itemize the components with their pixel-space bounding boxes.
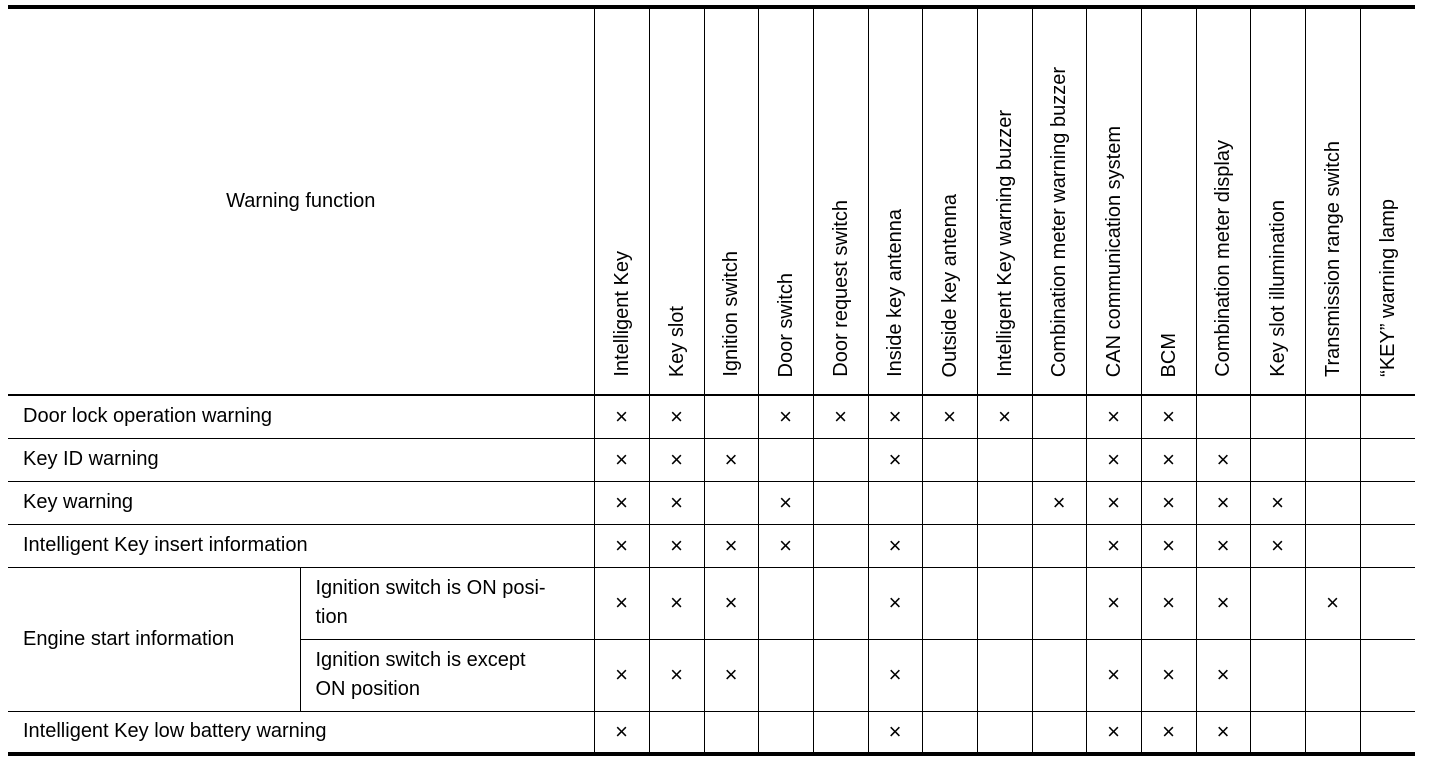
mark-cell-combination-meter-display <box>1196 524 1250 567</box>
mark-cell-inside-key-antenna <box>868 438 922 481</box>
column-header-key-warning-lamp <box>1360 7 1415 395</box>
column-header-label: Transmission range switch <box>1321 140 1344 377</box>
mark-cell-intelligent-key-warning-buzzer <box>977 711 1032 754</box>
cross-mark: × <box>615 718 628 744</box>
column-header-label: Key slot illumination <box>1266 200 1289 377</box>
column-header-label: Ignition switch <box>720 251 742 377</box>
mark-cell-intelligent-key-warning-buzzer <box>977 481 1032 524</box>
cross-mark: × <box>1216 446 1230 472</box>
row-label-intelligent-key-insert-information: Intelligent Key insert information <box>8 524 594 567</box>
cross-mark: × <box>1162 718 1175 744</box>
mark-cell-key-slot <box>649 438 704 481</box>
column-header-label: Intelligent Key warning buzzer <box>993 110 1016 377</box>
mark-cell-intelligent-key <box>594 711 649 754</box>
mark-cell-transmission-range-switch <box>1305 711 1360 754</box>
cross-mark: × <box>670 489 683 515</box>
table-row <box>8 711 1415 754</box>
cross-mark: × <box>888 718 902 744</box>
column-header-label: BCM <box>1157 332 1180 377</box>
cross-mark: × <box>1107 489 1120 515</box>
mark-cell-ignition-switch <box>704 481 758 524</box>
column-header-door-switch <box>758 7 813 395</box>
cross-mark: × <box>779 403 792 429</box>
column-header-intelligent-key <box>594 7 649 395</box>
column-header-label: Combination meter warning buzzer <box>1048 66 1070 377</box>
cross-mark: × <box>779 532 792 558</box>
mark-cell-bcm <box>1141 711 1196 754</box>
mark-cell-door-request-switch <box>813 567 868 639</box>
mark-cell-combination-meter-display <box>1196 711 1250 754</box>
cross-mark: × <box>998 403 1011 429</box>
cross-mark: × <box>615 662 628 687</box>
mark-cell-door-request-switch <box>813 481 868 524</box>
mark-cell-key-slot <box>649 711 704 754</box>
mark-cell-outside-key-antenna <box>922 438 977 481</box>
table-row <box>8 481 1415 524</box>
mark-cell-transmission-range-switch <box>1305 438 1360 481</box>
mark-cell-key-slot <box>649 395 704 438</box>
cross-mark: × <box>1107 532 1120 558</box>
cross-mark: × <box>888 532 902 558</box>
mark-cell-key-slot-illumination <box>1250 567 1305 639</box>
cross-mark: × <box>1271 489 1284 515</box>
mark-cell-inside-key-antenna <box>868 567 922 639</box>
mark-cell-key-slot-illumination <box>1250 524 1305 567</box>
cross-mark: × <box>1107 446 1120 472</box>
subrow-label: Ignition switch is except ON position <box>300 639 594 711</box>
mark-cell-door-switch <box>758 438 813 481</box>
mark-cell-ignition-switch <box>704 711 758 754</box>
table-header-row <box>8 7 1415 395</box>
cross-mark: × <box>615 403 628 429</box>
mark-cell-combination-meter-display <box>1196 567 1250 639</box>
mark-cell-door-request-switch <box>813 395 868 438</box>
cross-mark: × <box>1216 489 1230 515</box>
mark-cell-combination-meter-display <box>1196 481 1250 524</box>
mark-cell-key-slot-illumination <box>1250 438 1305 481</box>
cross-mark: × <box>943 403 956 429</box>
mark-cell-combination-meter-display <box>1196 639 1250 711</box>
cross-mark: × <box>670 662 683 687</box>
mark-cell-door-switch <box>758 567 813 639</box>
cross-mark: × <box>670 532 683 558</box>
row-label-key-warning: Key warning <box>8 481 594 524</box>
cross-mark: × <box>615 590 628 615</box>
mark-cell-outside-key-antenna <box>922 567 977 639</box>
cross-mark: × <box>1216 718 1230 744</box>
mark-cell-door-request-switch <box>813 438 868 481</box>
cross-mark: × <box>888 446 902 472</box>
mark-cell-can-communication-system <box>1086 438 1141 481</box>
mark-cell-ignition-switch <box>704 395 758 438</box>
cross-mark: × <box>1162 403 1175 429</box>
mark-cell-key-warning-lamp <box>1360 481 1415 524</box>
mark-cell-door-switch <box>758 711 813 754</box>
cross-mark: × <box>1216 532 1230 558</box>
mark-cell-intelligent-key <box>594 567 649 639</box>
column-header-label: Key slot <box>665 305 688 377</box>
row-label-engine-start-information: Engine start information <box>8 567 300 711</box>
mark-cell-key-warning-lamp <box>1360 567 1415 639</box>
cross-mark: × <box>1162 489 1175 515</box>
cross-mark: × <box>670 590 683 615</box>
mark-cell-door-request-switch <box>813 524 868 567</box>
mark-cell-can-communication-system <box>1086 481 1141 524</box>
mark-cell-combination-meter-display <box>1196 395 1250 438</box>
column-header-label: Combination meter display <box>1212 140 1234 377</box>
mark-cell-key-warning-lamp <box>1360 438 1415 481</box>
column-header-label: Door request switch <box>829 200 852 377</box>
mark-cell-door-request-switch <box>813 639 868 711</box>
mark-cell-combination-meter-warning-buzzer <box>1032 481 1086 524</box>
cross-mark: × <box>615 489 628 515</box>
column-header-label: Inside key antenna <box>884 209 906 377</box>
column-header-key-slot-illumination <box>1250 7 1305 395</box>
mark-cell-key-warning-lamp <box>1360 395 1415 438</box>
mark-cell-ignition-switch <box>704 639 758 711</box>
cross-mark: × <box>670 403 683 429</box>
column-header-label: CAN communication system <box>1102 125 1125 377</box>
cross-mark: × <box>888 590 902 615</box>
mark-cell-door-request-switch <box>813 711 868 754</box>
column-header-bcm <box>1141 7 1196 395</box>
mark-cell-key-warning-lamp <box>1360 639 1415 711</box>
mark-cell-combination-meter-warning-buzzer <box>1032 639 1086 711</box>
cross-mark: × <box>1271 532 1284 558</box>
mark-cell-transmission-range-switch <box>1305 639 1360 711</box>
mark-cell-combination-meter-warning-buzzer <box>1032 524 1086 567</box>
mark-cell-intelligent-key <box>594 438 649 481</box>
cross-mark: × <box>1052 489 1066 515</box>
mark-cell-bcm <box>1141 395 1196 438</box>
row-label-intelligent-key-low-battery-warning: Intelligent Key low battery warning <box>8 711 594 754</box>
column-header-outside-key-antenna <box>922 7 977 395</box>
column-header-combination-meter-display <box>1196 7 1250 395</box>
mark-cell-door-switch <box>758 639 813 711</box>
mark-cell-bcm <box>1141 481 1196 524</box>
mark-cell-key-slot-illumination <box>1250 639 1305 711</box>
mark-cell-inside-key-antenna <box>868 524 922 567</box>
cross-mark: × <box>615 446 628 472</box>
cross-mark: × <box>1162 446 1175 472</box>
mark-cell-intelligent-key <box>594 395 649 438</box>
mark-cell-outside-key-antenna <box>922 481 977 524</box>
mark-cell-bcm <box>1141 524 1196 567</box>
mark-cell-key-slot <box>649 567 704 639</box>
mark-cell-key-slot <box>649 524 704 567</box>
mark-cell-ignition-switch <box>704 438 758 481</box>
table-row <box>8 524 1415 567</box>
warning-function-table-wrapper <box>8 5 1415 756</box>
cross-mark: × <box>615 532 628 558</box>
mark-cell-intelligent-key-warning-buzzer <box>977 438 1032 481</box>
warning-function-header: Warning function <box>8 7 594 395</box>
cross-mark: × <box>724 662 738 687</box>
mark-cell-transmission-range-switch <box>1305 567 1360 639</box>
mark-cell-door-switch <box>758 395 813 438</box>
cross-mark: × <box>1107 590 1120 615</box>
table-row <box>8 567 1415 639</box>
mark-cell-can-communication-system <box>1086 711 1141 754</box>
cross-mark: × <box>1162 590 1175 615</box>
mark-cell-door-switch <box>758 524 813 567</box>
mark-cell-outside-key-antenna <box>922 639 977 711</box>
mark-cell-intelligent-key-warning-buzzer <box>977 639 1032 711</box>
table-row <box>8 395 1415 438</box>
column-header-label: Intelligent Key <box>610 251 633 377</box>
mark-cell-bcm <box>1141 639 1196 711</box>
mark-cell-combination-meter-warning-buzzer <box>1032 711 1086 754</box>
mark-cell-key-slot-illumination <box>1250 481 1305 524</box>
row-label-key-id-warning: Key ID warning <box>8 438 594 481</box>
mark-cell-intelligent-key-warning-buzzer <box>977 524 1032 567</box>
mark-cell-inside-key-antenna <box>868 639 922 711</box>
mark-cell-transmission-range-switch <box>1305 395 1360 438</box>
cross-mark: × <box>1326 590 1339 615</box>
cross-mark: × <box>834 403 847 429</box>
mark-cell-inside-key-antenna <box>868 481 922 524</box>
mark-cell-can-communication-system <box>1086 395 1141 438</box>
mark-cell-intelligent-key <box>594 639 649 711</box>
column-header-inside-key-antenna <box>868 7 922 395</box>
mark-cell-can-communication-system <box>1086 524 1141 567</box>
column-header-label: “KEY” warning lamp <box>1376 199 1399 377</box>
mark-cell-key-warning-lamp <box>1360 524 1415 567</box>
mark-cell-key-slot-illumination <box>1250 395 1305 438</box>
mark-cell-combination-meter-warning-buzzer <box>1032 395 1086 438</box>
mark-cell-key-warning-lamp <box>1360 711 1415 754</box>
column-header-key-slot <box>649 7 704 395</box>
mark-cell-bcm <box>1141 567 1196 639</box>
mark-cell-ignition-switch <box>704 524 758 567</box>
mark-cell-ignition-switch <box>704 567 758 639</box>
cross-mark: × <box>724 590 738 615</box>
mark-cell-transmission-range-switch <box>1305 524 1360 567</box>
cross-mark: × <box>724 532 738 558</box>
warning-function-table <box>8 5 1415 756</box>
column-header-ignition-switch <box>704 7 758 395</box>
cross-mark: × <box>1107 403 1120 429</box>
mark-cell-intelligent-key <box>594 524 649 567</box>
cross-mark: × <box>1216 590 1230 615</box>
column-header-combination-meter-warning-buzzer <box>1032 7 1086 395</box>
mark-cell-bcm <box>1141 438 1196 481</box>
cross-mark: × <box>1162 532 1175 558</box>
mark-cell-can-communication-system <box>1086 639 1141 711</box>
mark-cell-key-slot <box>649 481 704 524</box>
cross-mark: × <box>1216 662 1230 687</box>
column-header-intelligent-key-warning-buzzer <box>977 7 1032 395</box>
cross-mark: × <box>779 489 792 515</box>
mark-cell-outside-key-antenna <box>922 711 977 754</box>
cross-mark: × <box>1162 662 1175 687</box>
mark-cell-combination-meter-display <box>1196 438 1250 481</box>
cross-mark: × <box>1107 662 1120 687</box>
cross-mark: × <box>1107 718 1120 744</box>
column-header-door-request-switch <box>813 7 868 395</box>
column-header-can-communication-system <box>1086 7 1141 395</box>
mark-cell-transmission-range-switch <box>1305 481 1360 524</box>
mark-cell-inside-key-antenna <box>868 395 922 438</box>
mark-cell-intelligent-key <box>594 481 649 524</box>
subrow-label: Ignition switch is ON posi- tion <box>300 567 594 639</box>
mark-cell-door-switch <box>758 481 813 524</box>
cross-mark: × <box>724 446 738 472</box>
column-header-transmission-range-switch <box>1305 7 1360 395</box>
mark-cell-intelligent-key-warning-buzzer <box>977 395 1032 438</box>
table-row <box>8 438 1415 481</box>
column-header-label: Outside key antenna <box>938 193 961 377</box>
mark-cell-outside-key-antenna <box>922 524 977 567</box>
mark-cell-can-communication-system <box>1086 567 1141 639</box>
column-header-label: Door switch <box>774 272 797 377</box>
cross-mark: × <box>670 446 683 472</box>
mark-cell-combination-meter-warning-buzzer <box>1032 438 1086 481</box>
mark-cell-combination-meter-warning-buzzer <box>1032 567 1086 639</box>
mark-cell-key-slot-illumination <box>1250 711 1305 754</box>
mark-cell-inside-key-antenna <box>868 711 922 754</box>
mark-cell-outside-key-antenna <box>922 395 977 438</box>
mark-cell-key-slot <box>649 639 704 711</box>
row-label-door-lock-operation-warning: Door lock operation warning <box>8 395 594 438</box>
cross-mark: × <box>888 662 902 687</box>
cross-mark: × <box>888 403 902 429</box>
mark-cell-intelligent-key-warning-buzzer <box>977 567 1032 639</box>
